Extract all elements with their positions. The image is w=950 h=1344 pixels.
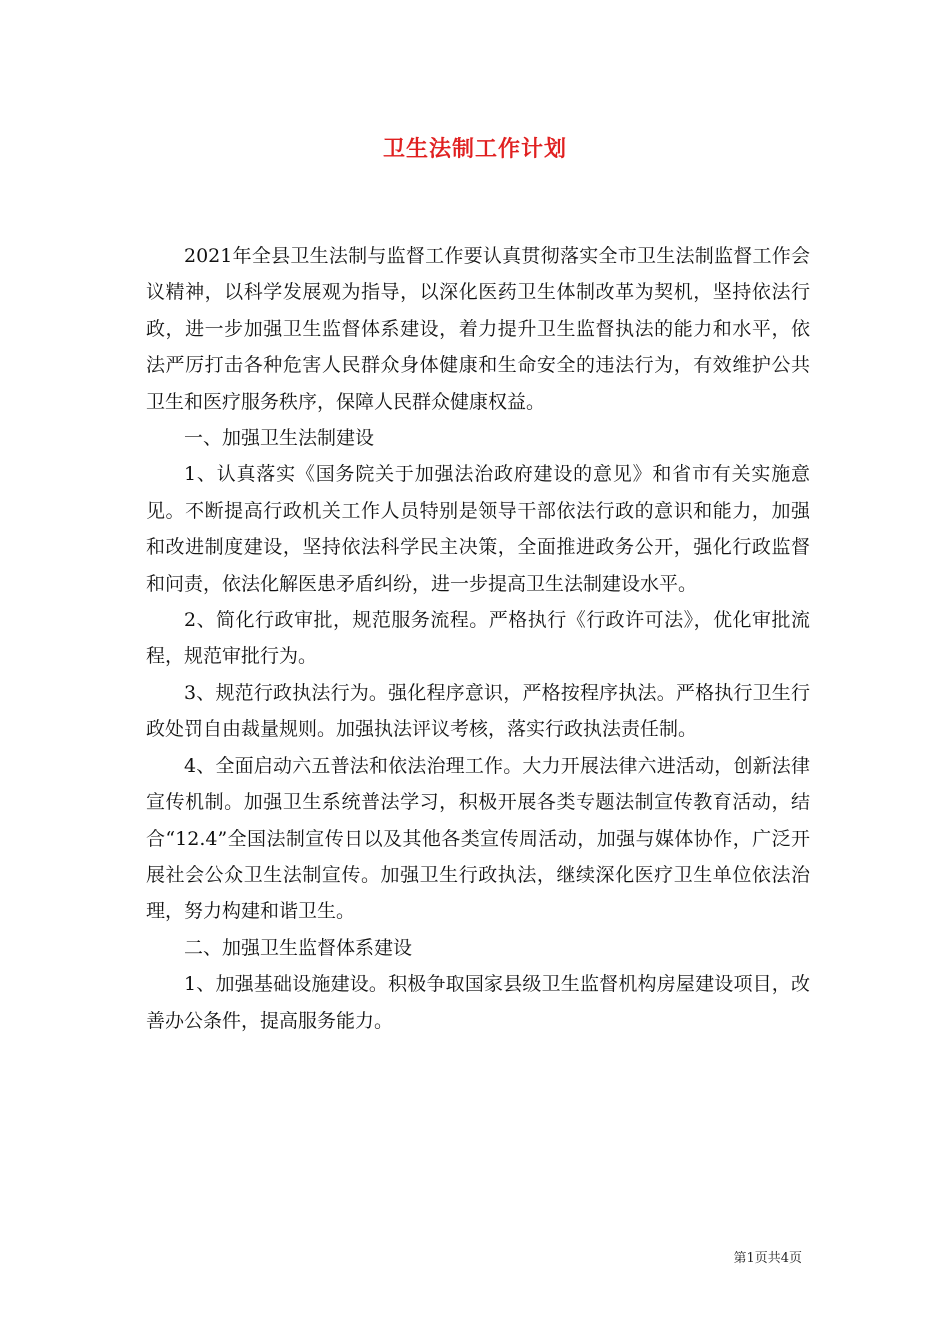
section-1-item-2: 2、简化行政审批，规范服务流程。严格执行《行政许可法》，优化审批流程，规范审批行为。 xyxy=(146,609,810,668)
section-1-item-4: 4、全面启动六五普法和依法治理工作。大力开展法律六进活动，创新法律宣传机制。加强卫生系统普法学习，积极开展各类专题法制宣传教育活动，结合“12.4”全国法制宣传日以及其他各类宣传周活动，加强与媒体协作，广泛开展社会公众卫生法制宣传。加强卫生行政执法，继续深化医疗卫生单位依法治理，努力构建和谐卫生。 xyxy=(146,754,810,923)
page-number: 第1页共4页 xyxy=(733,1251,802,1266)
section-1-item-3: 3、规范行政执法行为。强化程序意识，严格按程序执法。严格执行卫生行政处罚自由裁量规则。加强执法评议考核，落实行政执法责任制。 xyxy=(146,681,810,741)
section-heading-2: 二、加强卫生监督体系建设 xyxy=(184,936,413,959)
intro-paragraph: 2021年全县卫生法制与监督工作要认真贯彻落实全市卫生法制监督工作会议精神，以科学发展观为指导，以深化医药卫生体制改革为契机，坚持依法行政，进一步加强卫生监督体系建设，着力提升卫生监督执法的能力和水平，依法严厉打击各种危害人民群众身体健康和生命安全的违法行为，有效维护公共卫生和医疗服务秩序，保障人民群众健康权益。 xyxy=(146,245,810,413)
section-2-item-1: 1、加强基础设施建设。积极争取国家县级卫生监督机构房屋建设项目，改善办公条件，提高服务能力。 xyxy=(146,973,810,1032)
section-1-item-1: 1、认真落实《国务院关于加强法治政府建设的意见》和省市有关实施意见。不断提高行政机关工作人员特别是领导干部依法行政的意识和能力，加强和改进制度建设，坚持依法科学民主决策，全面推进政务公开，强化行政监督和问责，依法化解医患矛盾纠纷，进一步提高卫生法制建设水平。 xyxy=(146,463,810,595)
document-body xyxy=(146,238,810,1039)
section-heading-1: 一、加强卫生法制建设 xyxy=(184,427,375,450)
document-title: 卫生法制工作计划 xyxy=(382,136,567,162)
